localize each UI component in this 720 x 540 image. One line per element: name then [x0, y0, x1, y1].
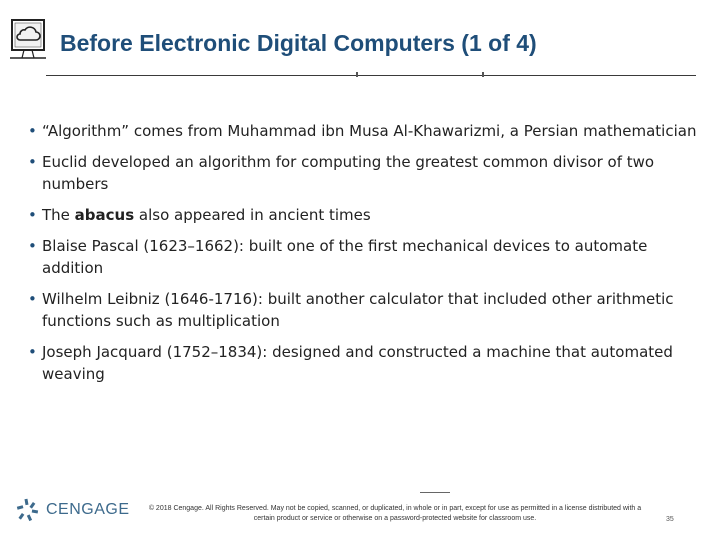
bullet-text-post: also appeared in ancient times	[134, 206, 371, 224]
brand-name: CENGAGE	[46, 501, 130, 518]
bullet-icon: •	[28, 237, 37, 255]
footer-divider	[420, 492, 450, 493]
bullet-item	[28, 288, 698, 332]
page-number: 35	[666, 516, 674, 523]
bullet-text: Wilhelm Leibniz (1646-1716): built another calculator that included other arithmetic functions such as multiplication	[42, 290, 674, 330]
bullet-text: Blaise Pascal (1623–1662): built one of the first mechanical devices to automate addition	[42, 237, 648, 277]
bullet-icon: •	[28, 122, 37, 140]
bullet-text: Joseph Jacquard (1752–1834): designed and constructed a machine that automated weaving	[42, 343, 673, 383]
bullet-icon: •	[28, 290, 37, 308]
bullet-item	[28, 341, 698, 385]
divider-tick	[356, 72, 358, 77]
title-divider	[46, 75, 696, 76]
bullet-item	[28, 235, 698, 279]
divider-tick	[482, 72, 484, 77]
bullet-list	[28, 120, 698, 394]
bullet-text: Euclid developed an algorithm for computing the greatest common divisor of two numbers	[42, 153, 655, 193]
slide-title: Before Electronic Digital Computers (1 of 4)	[60, 30, 537, 56]
cengage-logo	[16, 498, 130, 522]
bullet-text-bold: abacus	[74, 206, 135, 224]
bullet-item	[28, 151, 698, 195]
cengage-logo-icon	[16, 498, 40, 522]
bullet-text	[42, 206, 371, 224]
bullet-item	[28, 204, 698, 226]
bullet-text: “Algorithm” comes from Muhammad ibn Musa Al-Khawarizmi, a Persian mathematician	[42, 122, 697, 140]
bullet-item	[28, 120, 698, 142]
bullet-icon: •	[28, 153, 37, 171]
copyright-notice: © 2018 Cengage. All Rights Reserved. May not be copied, scanned, or duplicated, in whole or in part, except for use as permitted in a license distributed with a certain product or service or otherwise on a password-protected website for classroom use.	[148, 505, 642, 522]
bullet-icon: •	[28, 343, 37, 361]
bullet-text-pre: The	[42, 206, 75, 224]
cloud-monitor-icon	[8, 18, 48, 74]
bullet-icon: •	[28, 206, 37, 224]
